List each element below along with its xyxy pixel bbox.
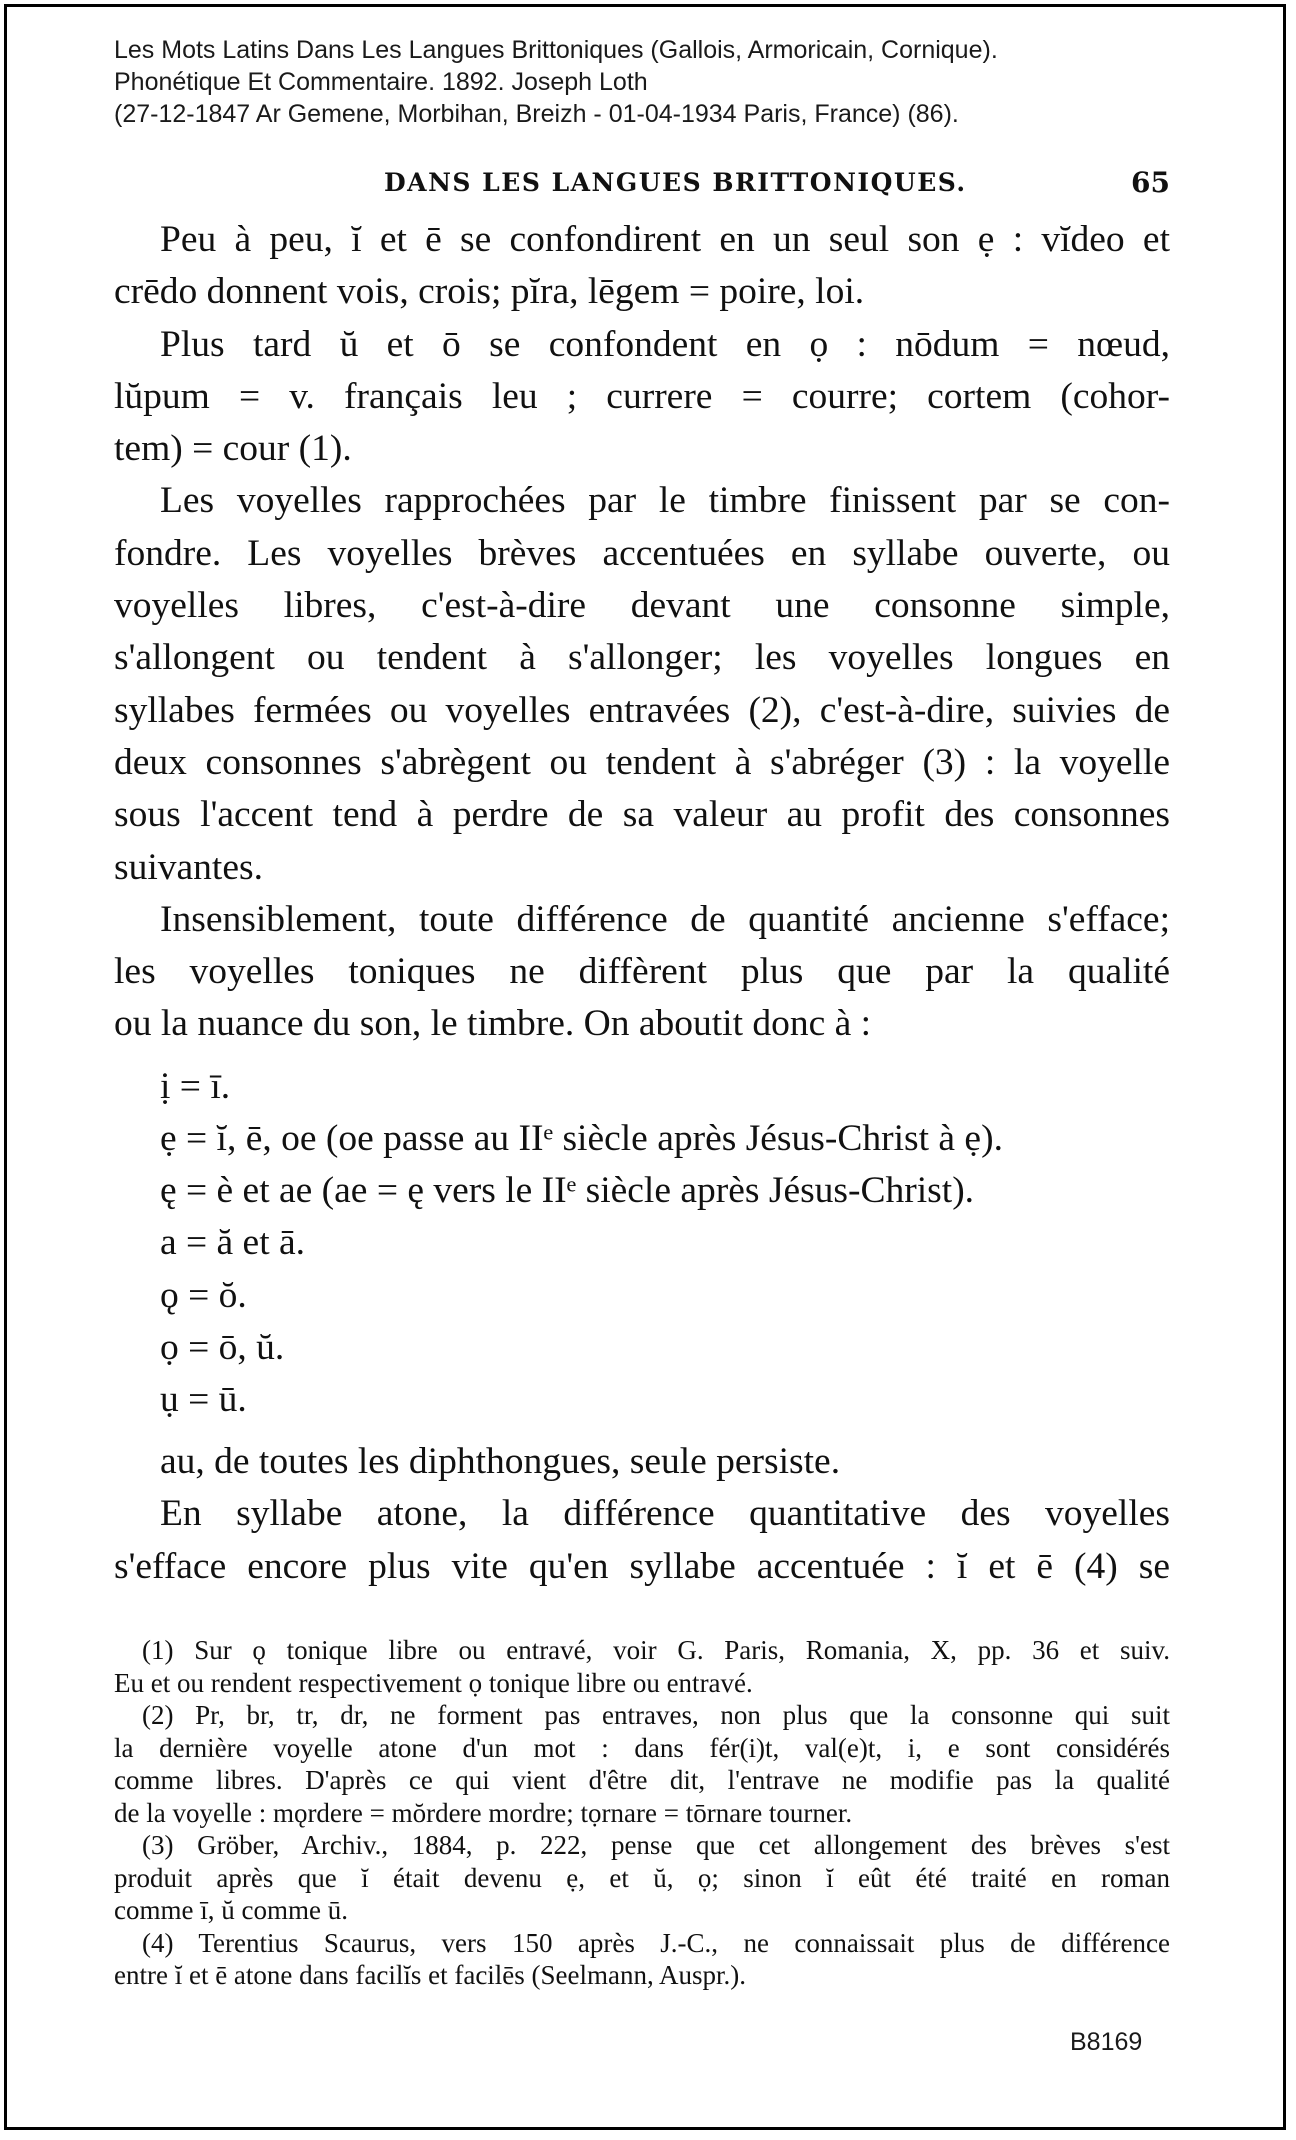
book-info-line-1: Les Mots Latins Dans Les Langues Brittoniques (Gallois, Armoricain, Cornique).: [114, 36, 998, 64]
book-info: [114, 34, 1214, 130]
text-line: Les voyelles rapprochées par le timbre finissent par se con-: [160, 480, 1170, 522]
paragraph-2: [114, 319, 1170, 476]
footnote-2: [114, 1699, 1170, 1829]
text-line: syllabes fermées ou voyelles entravées (2), c'est-à-dire, suivies de: [114, 689, 1170, 731]
text-line: Peu à peu, ĭ et ē se confondirent en un seul son ẹ : vĭdeo et: [160, 219, 1170, 260]
footnote-3: [114, 1829, 1170, 1927]
vowel-formula: a = ă et ā.: [160, 1222, 306, 1264]
vowel-formula: ụ = ū.: [160, 1378, 247, 1420]
paragraph-3: [114, 475, 1170, 893]
footnote-line: comme ī, ŭ comme ū.: [114, 1895, 348, 1925]
text-line: crēdo donnent vois, crois; pĭra, lēgem = poire, loi.: [114, 271, 865, 313]
footnote-line: produit après que ĭ était devenu ẹ, et ŭ, ọ; sinon ĭ eût été traité en roman: [114, 1862, 1170, 1893]
text-line: suivantes.: [114, 846, 263, 888]
vowel-formula: ẹ = ĭ, ē, oe (oe passe au IIᵉ siècle après Jésus-Christ à ẹ).: [160, 1117, 1003, 1159]
text-line: fondre. Les voyelles brèves accentuées en syllabe ouverte, ou: [114, 532, 1170, 574]
footnote-line: (2) Pr, br, tr, dr, ne forment pas entraves, non plus que la consonne qui suit: [142, 1700, 1170, 1730]
footnote-4: [114, 1927, 1170, 1992]
footnote-line: (1) Sur ǫ tonique libre ou entravé, voir G. Paris, Romania, X, pp. 36 et suiv.: [142, 1635, 1170, 1665]
text-line: voyelles libres, c'est-à-dire devant une consonne simple,: [114, 585, 1170, 627]
paragraph-5: [114, 1436, 1170, 1488]
vowel-formula: ę = è et ae (ae = ę vers le IIᵉ siècle après Jésus-Christ).: [160, 1170, 975, 1212]
text-line: Insensiblement, toute différence de quantité ancienne s'efface;: [160, 898, 1170, 940]
text-line: Plus tard ŭ et ō se confondent en ọ : nōdum = nœud,: [160, 323, 1170, 365]
footnote-line: Eu et ou rendent respectivement ọ tonique libre ou entravé.: [114, 1667, 753, 1698]
text-line: lŭpum = v. français leu ; currere = courre; cortem (cohor-: [114, 375, 1170, 417]
text-line: tem) = cour (1).: [114, 428, 352, 470]
document-id: B8169: [1070, 2028, 1143, 2056]
paragraph-1: [114, 214, 1170, 319]
page-number: 65: [1131, 166, 1170, 199]
main-text: [114, 214, 1170, 1593]
paragraph-4: [114, 894, 1170, 1051]
running-title: DANS LES LANGUES BRITTONIQUES.: [384, 168, 967, 197]
book-info-line-3: (27-12-1847 Ar Gemene, Morbihan, Breizh - 01-04-1934 Paris, France) (86).: [114, 100, 959, 128]
text-line: ou la nuance du son, le timbre. On aboutit donc à :: [114, 1003, 872, 1045]
text-line: au, de toutes les diphthongues, seule persiste.: [160, 1441, 841, 1483]
footnote-line: entre ĭ et ē atone dans facilĭs et facilēs (Seelmann, Auspr.).: [114, 1960, 747, 1990]
footnote-line: de la voyelle : mǫrdere = mŏrdere mordre; tọrnare = tōrnare tourner.: [114, 1797, 853, 1828]
vowel-formula: ọ = ō, ŭ.: [160, 1326, 285, 1368]
book-info-line-2: Phonétique Et Commentaire. 1892. Joseph Loth: [114, 68, 648, 96]
text-line: deux consonnes s'abrègent ou tendent à s'abréger (3) : la voyelle: [114, 741, 1170, 783]
footnote-line: (3) Gröber, Archiv., 1884, p. 222, pense que cet allongement des brèves s'est: [142, 1830, 1170, 1860]
footnotes: [114, 1634, 1170, 1992]
vowel-correspondences: [160, 1061, 1170, 1426]
paragraph-6: [114, 1488, 1170, 1593]
text-line: En syllabe atone, la différence quantitative des voyelles: [160, 1493, 1170, 1535]
footnote-line: la dernière voyelle atone d'un mot : dans fér(i)t, val(e)t, i, e sont considérés: [114, 1732, 1170, 1763]
footnote-line: (4) Terentius Scaurus, vers 150 après J.-C., ne connaissait plus de différence: [142, 1927, 1170, 1958]
footnote-line: comme libres. D'après ce qui vient d'être dit, l'entrave ne modifie pas la qualité: [114, 1765, 1170, 1795]
text-line: s'allongent ou tendent à s'allonger; les voyelles longues en: [114, 637, 1170, 679]
vowel-formula: ị = ī.: [160, 1065, 231, 1107]
vowel-formula: ǫ = ŏ.: [160, 1274, 247, 1316]
text-line: sous l'accent tend à perdre de sa valeur au profit des consonnes: [114, 794, 1170, 836]
text-line: s'efface encore plus vite qu'en syllabe accentuée : ĭ et ē (4) se: [114, 1545, 1170, 1587]
footnote-1: [114, 1634, 1170, 1699]
running-head: [114, 168, 1170, 208]
text-line: les voyelles toniques ne diffèrent plus que par la qualité: [114, 951, 1170, 993]
